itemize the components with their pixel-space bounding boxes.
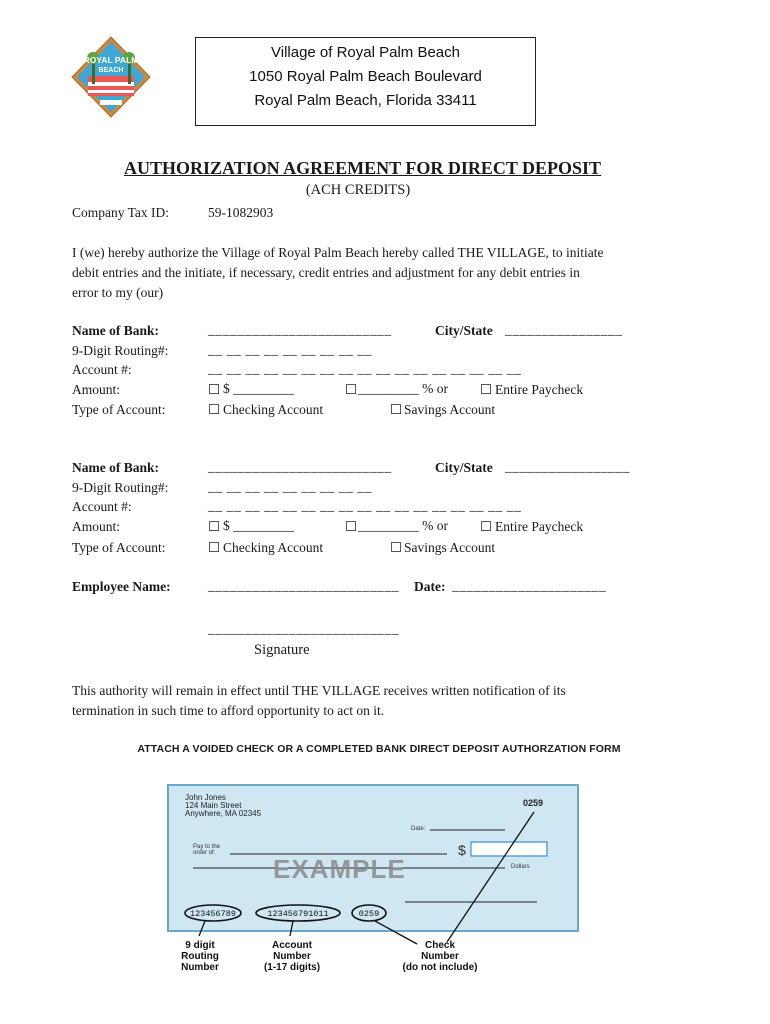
bank2-account-field[interactable]: __ __ __ __ __ __ __ __ __ __ __ __ __ __ __ __ __: [208, 498, 522, 513]
bank2-amount-label: Amount:: [72, 519, 121, 534]
bank2-savings-checkbox[interactable]: ☐: [390, 540, 403, 555]
effect-line-2: termination in such time to afford opportunity to act on it.: [72, 703, 385, 718]
check-routing-number: 123456789: [190, 909, 236, 919]
bank2-routing-label: 9-Digit Routing#:: [72, 480, 169, 495]
page-title: AUTHORIZATION AGREEMENT FOR DIRECT DEPOSIT: [123, 158, 602, 178]
bank2-entire-checkbox[interactable]: ☐: [480, 519, 493, 534]
bank2-checking-checkbox[interactable]: ☐: [208, 540, 221, 555]
bank1-checking-checkbox[interactable]: ☐: [208, 402, 221, 417]
employee-name-field[interactable]: __________________________: [208, 578, 400, 593]
bank1-entire-label: Entire Paycheck: [495, 382, 584, 397]
check-payto-line2: order of:: [193, 850, 216, 856]
company-tax-value: 59-1082903: [208, 205, 274, 220]
bank1-checking-label: Checking Account: [223, 402, 324, 417]
logo-text-2: BEACH: [98, 67, 124, 74]
village-logo: [70, 36, 152, 118]
check-city: Anywhere, MA 02345: [185, 809, 262, 818]
bank1-savings-checkbox[interactable]: ☐: [390, 402, 403, 417]
account-caption-2: Number: [273, 951, 311, 962]
bank1-dollar-checkbox[interactable]: ☐: [208, 382, 221, 397]
bank2-name-label: Name of Bank:: [72, 460, 159, 475]
company-tax-label: Company Tax ID:: [72, 205, 170, 220]
bank2-entire-label: Entire Paycheck: [495, 519, 584, 534]
bank2-routing-field[interactable]: __ __ __ __ __ __ __ __ __: [208, 479, 373, 494]
bank1-amount-label: Amount:: [72, 382, 121, 397]
bank2-dollar-checkbox[interactable]: ☐: [208, 519, 221, 534]
bank1-name-field[interactable]: _________________________: [208, 322, 392, 337]
bank2-name-field[interactable]: _________________________: [208, 459, 392, 474]
bank2-type-label: Type of Account:: [72, 540, 166, 555]
effect-line-1: This authority will remain in effect until THE VILLAGE receives written notification of its: [72, 683, 566, 698]
check-caption-1: Check: [424, 940, 456, 951]
address-line-2: 1050 Royal Palm Beach Boulevard: [249, 68, 482, 85]
check-account-number: 123456791011: [267, 909, 329, 919]
check-name: John Jones: [185, 793, 226, 802]
bank1-percent-checkbox[interactable]: ☐: [345, 382, 358, 397]
check-caption-3: (do not include): [402, 962, 478, 973]
example-check-image: [165, 782, 585, 982]
bank1-name-label: Name of Bank:: [72, 323, 159, 338]
bank1-percent-field[interactable]: _________ % or: [358, 381, 448, 396]
date-field[interactable]: _____________________: [452, 578, 607, 593]
bank2-savings-label: Savings Account: [404, 540, 496, 555]
check-payto-line1: Pay to the: [193, 844, 221, 850]
routing-caption-2: Routing: [181, 951, 219, 962]
check-date-label: Date:: [411, 826, 426, 832]
bank1-city-state-label: City/State: [435, 323, 493, 338]
bank1-routing-label: 9-Digit Routing#:: [72, 343, 169, 358]
authorization-line-3: error to my (our): [72, 285, 164, 300]
address-box: [195, 37, 536, 126]
check-street: 124 Main Street: [185, 801, 242, 810]
attach-note: ATTACH A VOIDED CHECK OR A COMPLETED BANK DIRECT DEPOSIT AUTHORZATION FORM: [137, 743, 621, 755]
date-label: Date:: [414, 579, 446, 594]
bank1-savings-label: Savings Account: [404, 402, 496, 417]
routing-caption-3: Number: [181, 962, 219, 973]
bank1-city-state-field[interactable]: ________________: [505, 322, 623, 337]
check-number-micr: 0259: [358, 909, 380, 919]
signature-label: Signature: [254, 642, 310, 658]
page-subtitle: (ACH CREDITS): [305, 182, 411, 198]
authorization-line-1: I (we) hereby authorize the Village of Royal Palm Beach hereby called THE VILLAGE, to initiate: [72, 245, 604, 260]
account-caption-3: (1-17 digits): [263, 962, 321, 973]
check-watermark: EXAMPLE: [273, 854, 406, 884]
bank2-city-state-field[interactable]: _________________: [505, 459, 630, 474]
bank2-dollar-field[interactable]: $ _________: [223, 518, 294, 533]
bank2-checking-label: Checking Account: [223, 540, 324, 555]
employee-name-label: Employee Name:: [72, 579, 171, 594]
logo-text-1: ROYAL PALM: [83, 55, 139, 65]
bank1-entire-checkbox[interactable]: ☐: [480, 382, 493, 397]
bank2-city-state-label: City/State: [435, 460, 493, 475]
bank2-percent-field[interactable]: _________ % or: [358, 518, 448, 533]
bank1-dollar-field[interactable]: $ _________: [223, 381, 294, 396]
bank1-account-label: Account #:: [72, 362, 132, 377]
bank2-percent-checkbox[interactable]: ☐: [345, 519, 358, 534]
check-dollar-sign: $: [458, 842, 466, 858]
authorization-line-2: debit entries and the initiate, if necessary, credit entries and adjustment for any debit entries in: [72, 265, 580, 280]
check-number-top: 0259: [523, 798, 544, 808]
bank1-account-field[interactable]: __ __ __ __ __ __ __ __ __ __ __ __ __ __ __ __ __: [208, 361, 522, 376]
routing-caption-1: 9 digit: [185, 940, 215, 951]
bank2-account-label: Account #:: [72, 499, 132, 514]
check-caption-2: Number: [421, 951, 459, 962]
check-dollars-label: Dollars: [511, 864, 530, 870]
address-line-1: Village of Royal Palm Beach: [271, 44, 460, 61]
bank1-type-label: Type of Account:: [72, 402, 166, 417]
signature-field[interactable]: __________________________: [208, 621, 400, 636]
account-caption-1: Account: [272, 940, 312, 951]
bank1-routing-field[interactable]: __ __ __ __ __ __ __ __ __: [208, 342, 373, 357]
address-line-3: Royal Palm Beach, Florida 33411: [254, 92, 477, 109]
